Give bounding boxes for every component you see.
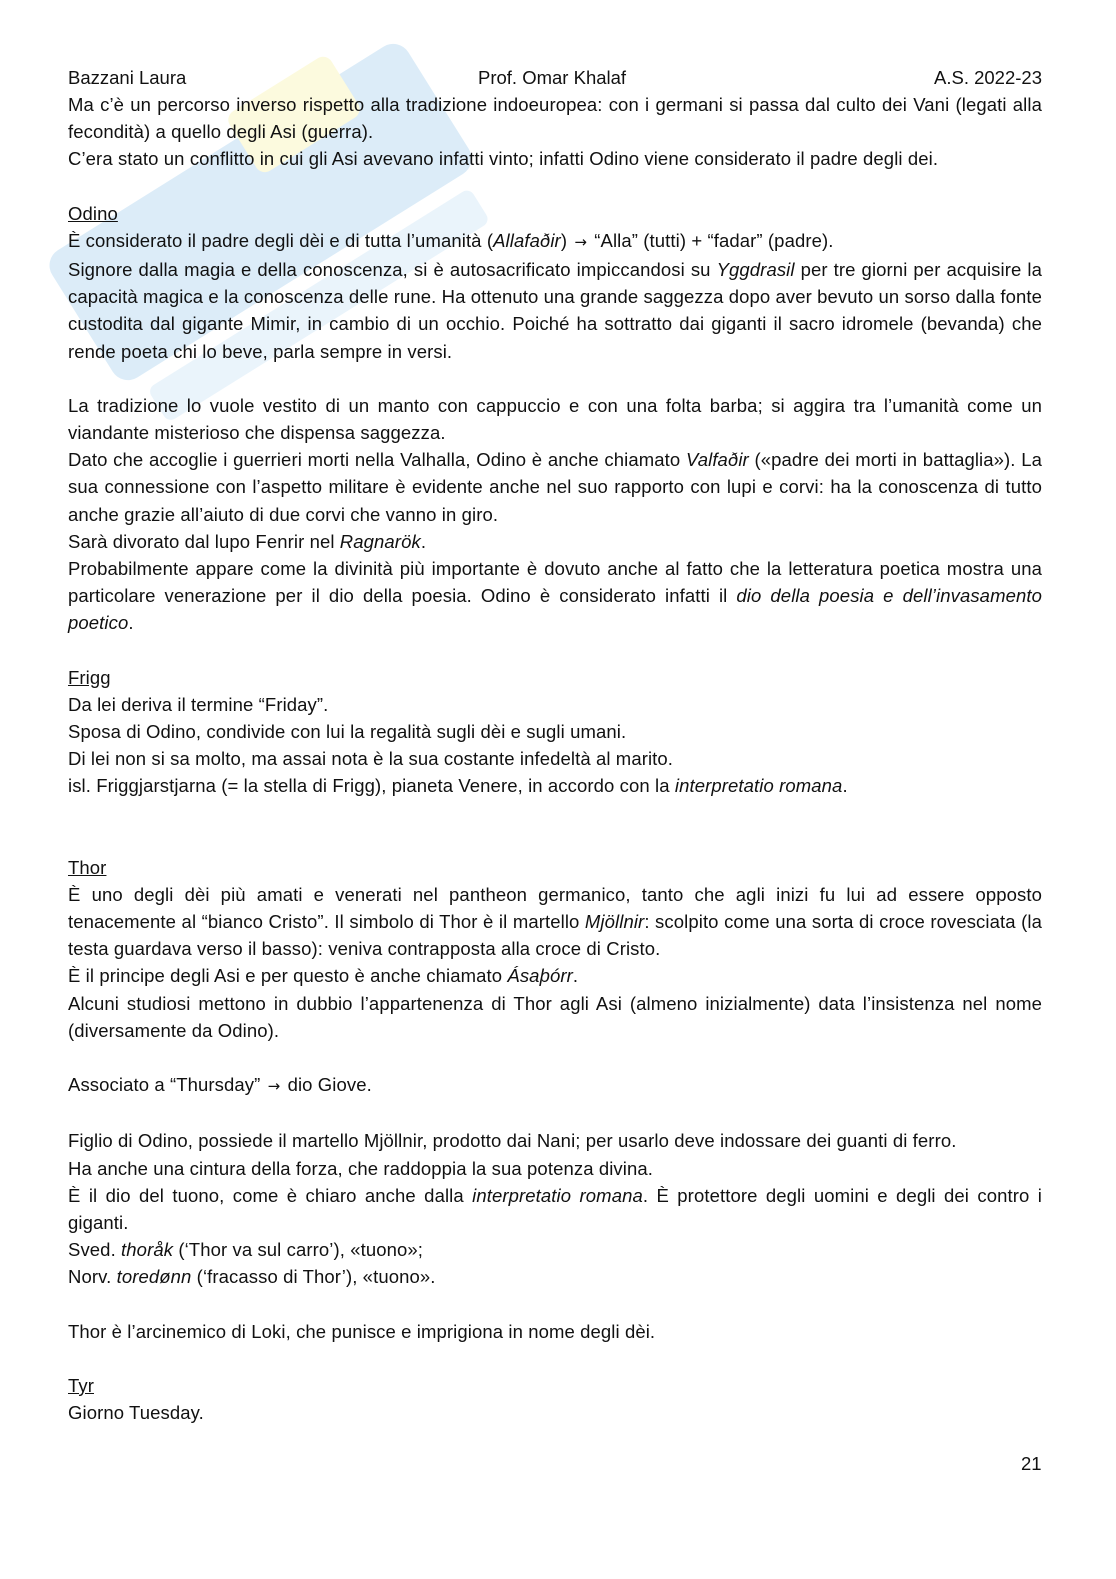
thor-paragraph-4: Associato a “Thursday” → dio Giove. — [68, 1074, 372, 1096]
page-number: 21 — [1021, 1453, 1042, 1474]
section-title-tyr: Tyr — [68, 1374, 94, 1396]
arrow-right-icon: → — [574, 232, 588, 251]
frigg-paragraph-3: Di lei non si sa molto, ma assai nota è la sua costante infedeltà al marito. — [68, 748, 674, 770]
odino-paragraph-1: È considerato il padre degli dèi e di tutta l’umanità (Allafaðir) → “Alla” (tutti) + “fadar” (padre). — [68, 229, 834, 251]
frigg-paragraph-2: Sposa di Odino, condivide con lui la regalità sugli dèi e sugli umani. — [68, 721, 627, 743]
thor-paragraph-2: È il principe degli Asi e per questo è anche chiamato Ásaþórr. — [68, 965, 579, 987]
header-professor: Prof. Omar Khalaf — [478, 67, 627, 88]
arrow-right-icon: → — [267, 1077, 281, 1096]
thor-paragraph-8: Sved. thoråk (‘Thor va sul carro’), «tuono»; — [68, 1239, 424, 1261]
odino-paragraph-2: Signore dalla magia e della conoscenza, si è autosacrificato impiccandosi su Yggdrasil per tre giorni per acquisire la capacità magica e la conoscenza delle rune. Ha ottenuto una grande saggezza dopo aver bevuto un sorso dalla fonte custodita dal gigante Mimir, in cambio di un occhio. Poiché ha sottratto dai giganti il sacro idromele (bevanda) che rende poeta chi lo beve, parla sempre in versi. — [68, 259, 1042, 362]
intro-paragraph-2: C’era stato un conflitto in cui gli Asi avevano infatti vinto; infatti Odino viene considerato il padre degli dei. — [68, 148, 939, 170]
odino-paragraph-4: Dato che accoglie i guerrieri morti nella Valhalla, Odino è anche chiamato Valfaðir («padre dei morti in battaglia»). La sua connessione con l’aspetto militare è evidente anche nel suo rapporto con lupi e corvi: ha la conoscenza di tutto anche grazie all’aiuto di due corvi che vanno in giro. — [68, 449, 1042, 525]
odino-paragraph-3: La tradizione lo vuole vestito di un manto con cappuccio e con una folta barba; si aggira tra l’umanità come un viandante misterioso che dispensa saggezza. — [68, 394, 1042, 444]
document-page — [68, 64, 1042, 1426]
section-title-odino: Odino — [68, 202, 118, 224]
frigg-paragraph-4: isl. Friggjarstjarna (= la stella di Frigg), pianeta Venere, in accordo con la interpretatio romana. — [68, 775, 848, 797]
header-author: Bazzani Laura — [68, 67, 187, 88]
header-year: A.S. 2022-23 — [934, 67, 1042, 88]
thor-paragraph-7: È il dio del tuono, come è chiaro anche dalla interpretatio romana. È protettore degli uomini e degli dei contro i giganti. — [68, 1184, 1042, 1233]
thor-paragraph-1: È uno degli dèi più amati e venerati nel pantheon germanico, tanto che agli inizi fu lui ad essere opposto tenacemente al “bianco Cristo”. Il simbolo di Thor è il martello Mjöllnir: scolpito come una sorta di croce rovesciata (la testa guardava verso il basso): veniva contrapposta alla croce di Cristo. — [68, 883, 1042, 960]
section-title-thor: Thor — [68, 856, 107, 878]
thor-paragraph-3: Alcuni studiosi mettono in dubbio l’appartenenza di Thor agli Asi (almeno inizialmente) data l’insistenza nel nome (diversamente da Odino). — [68, 992, 1042, 1041]
odino-paragraph-6: Probabilmente appare come la divinità più importante è dovuto anche al fatto che la letteratura poetica mostra una particolare venerazione per il dio della poesia. Odino è considerato infatti il dio della poesia e dell’invasamento poetico. — [68, 558, 1042, 634]
odino-paragraph-5: Sarà divorato dal lupo Fenrir nel Ragnarök. — [68, 530, 427, 552]
thor-paragraph-6: Ha anche una cintura della forza, che raddoppia la sua potenza divina. — [68, 1157, 653, 1179]
thor-paragraph-9: Norv. toredønn (‘fracasso di Thor’), «tuono». — [68, 1266, 436, 1288]
intro-paragraph-1: Ma c’è un percorso inverso rispetto alla tradizione indoeuropea: con i germani si passa dal culto dei Vani (legati alla fecondità) a quello degli Asi (guerra). — [68, 94, 1042, 143]
section-title-frigg: Frigg — [68, 666, 111, 688]
page-header — [68, 64, 1042, 91]
thor-paragraph-10: Thor è l’arcinemico di Loki, che punisce e imprigiona in nome degli dèi. — [68, 1320, 656, 1342]
tyr-paragraph-1: Giorno Tuesday. — [68, 1401, 204, 1423]
frigg-paragraph-1: Da lei deriva il termine “Friday”. — [68, 693, 329, 715]
thor-paragraph-5: Figlio di Odino, possiede il martello Mjöllnir, prodotto dai Nani; per usarlo deve indossare dei guanti di ferro. — [68, 1130, 957, 1152]
